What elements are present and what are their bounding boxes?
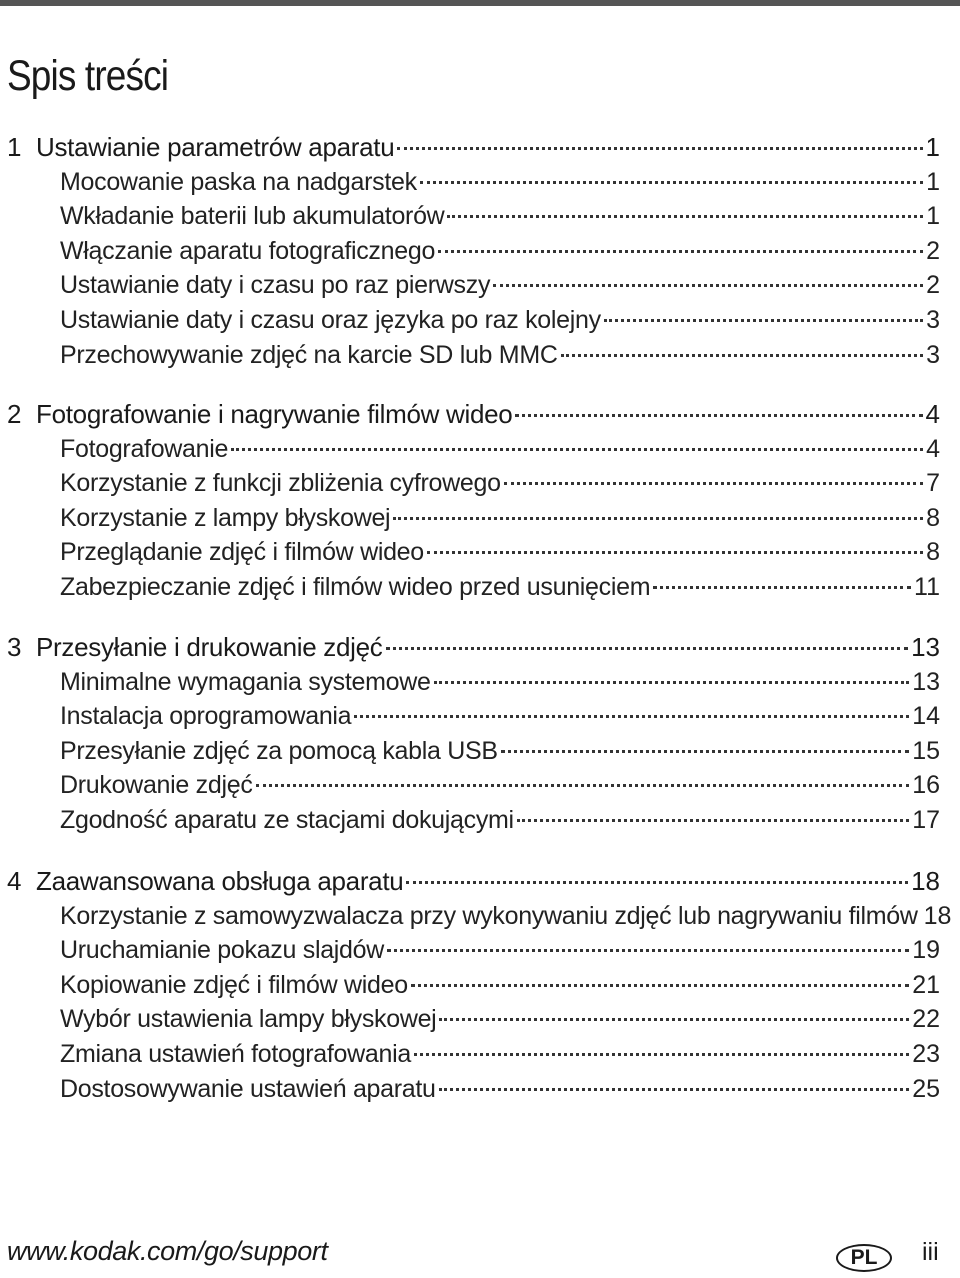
dot-leader xyxy=(653,585,911,589)
toc-chapter-number: 2 xyxy=(7,399,22,429)
toc-entry-page: 23 xyxy=(912,1040,940,1068)
toc-chapter-row[interactable] xyxy=(7,630,940,665)
toc-entry-row[interactable] xyxy=(60,803,940,838)
toc-chapter-page: 18 xyxy=(911,866,940,896)
dot-leader xyxy=(439,1017,909,1021)
dot-leader xyxy=(354,714,909,718)
dot-leader xyxy=(493,283,923,287)
dot-leader xyxy=(393,516,923,520)
dot-leader xyxy=(604,318,923,322)
toc-entry-row[interactable] xyxy=(60,199,940,234)
dot-leader xyxy=(256,783,910,787)
toc-entry-label: Dostosowywanie ustawień aparatu xyxy=(60,1074,436,1103)
toc-chapter-page: 13 xyxy=(911,632,940,662)
toc-entry-page: 2 xyxy=(926,236,940,265)
toc-entry-row[interactable] xyxy=(60,466,940,501)
toc-entry-row[interactable] xyxy=(60,535,940,570)
toc-entry-page: 25 xyxy=(912,1074,940,1103)
page-number: iii xyxy=(922,1238,939,1266)
toc-entry-page: 22 xyxy=(912,1005,940,1034)
dot-leader xyxy=(561,353,923,357)
toc-chapter-number: 3 xyxy=(7,632,22,662)
toc-entry-page: 21 xyxy=(912,970,940,999)
dot-leader xyxy=(397,146,922,150)
dot-leader xyxy=(438,249,923,253)
toc-entry-label: Fotografowanie xyxy=(60,434,229,463)
toc-chapter-row[interactable] xyxy=(7,397,940,432)
toc-entry-page: 14 xyxy=(912,702,940,731)
toc-entry-page: 7 xyxy=(926,469,940,498)
toc-entry-page: 15 xyxy=(912,736,940,765)
toc-entry-row[interactable] xyxy=(60,665,940,700)
toc-entry-page: 16 xyxy=(912,771,940,800)
support-url[interactable]: www.kodak.com/go/support xyxy=(7,1236,328,1266)
toc-entry-label: Ustawianie daty i czasu po raz pierwszy xyxy=(60,271,491,300)
toc-entry-page: 17 xyxy=(912,806,940,834)
toc-entry-label: Zabezpieczanie zdjęć i filmów wideo przed usunięciem xyxy=(60,573,651,601)
dot-leader xyxy=(427,550,923,554)
toc-entry-row[interactable] xyxy=(60,968,940,1003)
toc-entry-label: Zgodność aparatu ze stacjami dokującymi xyxy=(60,806,514,834)
dot-leader xyxy=(501,749,909,753)
toc-entry-page: 2 xyxy=(926,271,940,300)
toc-chapter-row[interactable] xyxy=(7,864,940,899)
toc-entry-label: Przeglądanie zdjęć i filmów wideo xyxy=(60,538,424,567)
toc-entry-page: 13 xyxy=(912,667,940,696)
toc-entry-label: Uruchamianie pokazu slajdów xyxy=(60,936,385,965)
toc-entry-row[interactable] xyxy=(60,768,940,803)
toc-entry-page: 18 xyxy=(923,901,952,930)
toc-entry-label: Minimalne wymagania systemowe xyxy=(60,667,431,696)
dot-leader xyxy=(386,646,909,650)
dot-leader xyxy=(231,447,923,451)
toc-entry-label: Korzystanie z samowyzwalacza przy wykonywaniu zdjęć lub nagrywaniu filmów xyxy=(60,901,918,930)
toc-entry-label: Przechowywanie zdjęć na karcie SD lub MMC xyxy=(60,340,558,369)
toc-entry-label: Korzystanie z funkcji zbliżenia cyfrowego xyxy=(60,469,501,498)
page-title: Spis treści xyxy=(7,52,169,100)
language-badge-label: PL xyxy=(850,1246,878,1269)
toc-entry-label: Włączanie aparatu fotograficznego xyxy=(60,236,436,265)
toc-chapter-label: Fotografowanie i nagrywanie filmów wideo xyxy=(36,399,513,429)
toc-entry-row[interactable] xyxy=(60,501,940,536)
toc-entry-row[interactable] xyxy=(60,1002,940,1037)
toc-entry-label: Wkładanie baterii lub akumulatorów xyxy=(60,202,445,231)
toc-entry-row[interactable] xyxy=(60,734,940,769)
toc-entry-page: 4 xyxy=(926,434,940,463)
toc-entry-label: Mocowanie paska na nadgarstek xyxy=(60,167,417,196)
toc-entry-page: 1 xyxy=(926,167,940,196)
toc-entry-row[interactable] xyxy=(60,899,952,934)
toc-entry-row[interactable] xyxy=(60,268,940,303)
toc-entry-row[interactable] xyxy=(60,1072,940,1107)
dot-leader xyxy=(414,1052,909,1056)
toc-entry-row[interactable] xyxy=(60,303,940,338)
toc-entry-label: Przesyłanie zdjęć za pomocą kabla USB xyxy=(60,736,498,765)
toc-entry-page: 8 xyxy=(926,538,940,567)
toc-chapter-number: 4 xyxy=(7,866,22,896)
toc-entry-page: 1 xyxy=(926,202,940,231)
toc-entry-page: 3 xyxy=(926,306,940,334)
toc-entry-row[interactable] xyxy=(60,933,940,968)
toc-entry-page: 8 xyxy=(926,503,940,532)
dot-leader xyxy=(517,818,909,822)
toc-chapter-row[interactable] xyxy=(7,130,940,165)
toc-chapter-label: Przesyłanie i drukowanie zdjęć xyxy=(36,632,383,662)
dot-leader xyxy=(504,481,923,485)
toc-entry-label: Zmiana ustawień fotografowania xyxy=(60,1040,411,1068)
toc-entry-row[interactable] xyxy=(60,234,940,269)
dot-leader xyxy=(420,180,923,184)
toc-entry-row[interactable] xyxy=(60,570,940,605)
toc-chapter-number: 1 xyxy=(7,132,22,162)
toc-entry-label: Korzystanie z lampy błyskowej xyxy=(60,503,391,532)
toc-entry-label: Drukowanie zdjęć xyxy=(60,771,253,800)
toc-chapter-page: 4 xyxy=(925,399,940,429)
dot-leader xyxy=(447,214,923,218)
toc-chapter-label: Ustawianie parametrów aparatu xyxy=(36,132,395,162)
dot-leader xyxy=(406,880,908,884)
toc-chapter-page: 1 xyxy=(925,132,940,162)
toc-chapter-label: Zaawansowana obsługa aparatu xyxy=(36,866,404,896)
toc-entry-page: 3 xyxy=(926,340,940,369)
language-badge xyxy=(836,1244,892,1272)
dot-leader xyxy=(411,983,909,987)
toc-entry-page: 19 xyxy=(912,936,940,965)
dot-leader xyxy=(515,413,922,417)
dot-leader xyxy=(434,680,910,684)
dot-leader xyxy=(439,1087,910,1091)
toc-entry-row[interactable] xyxy=(60,432,940,467)
toc-entry-row[interactable] xyxy=(60,1037,940,1072)
toc-entry-label: Ustawianie daty i czasu oraz języka po raz kolejny xyxy=(60,306,601,334)
toc-entry-row[interactable] xyxy=(60,699,940,734)
toc-entry-label: Kopiowanie zdjęć i filmów wideo xyxy=(60,970,408,999)
toc-entry-row[interactable] xyxy=(60,165,940,200)
toc-entry-label: Wybór ustawienia lampy błyskowej xyxy=(60,1005,437,1034)
dot-leader xyxy=(387,948,909,952)
toc-entry-row[interactable] xyxy=(60,338,940,373)
toc-entry-label: Instalacja oprogramowania xyxy=(60,702,352,731)
toc-entry-page: 11 xyxy=(914,573,940,601)
